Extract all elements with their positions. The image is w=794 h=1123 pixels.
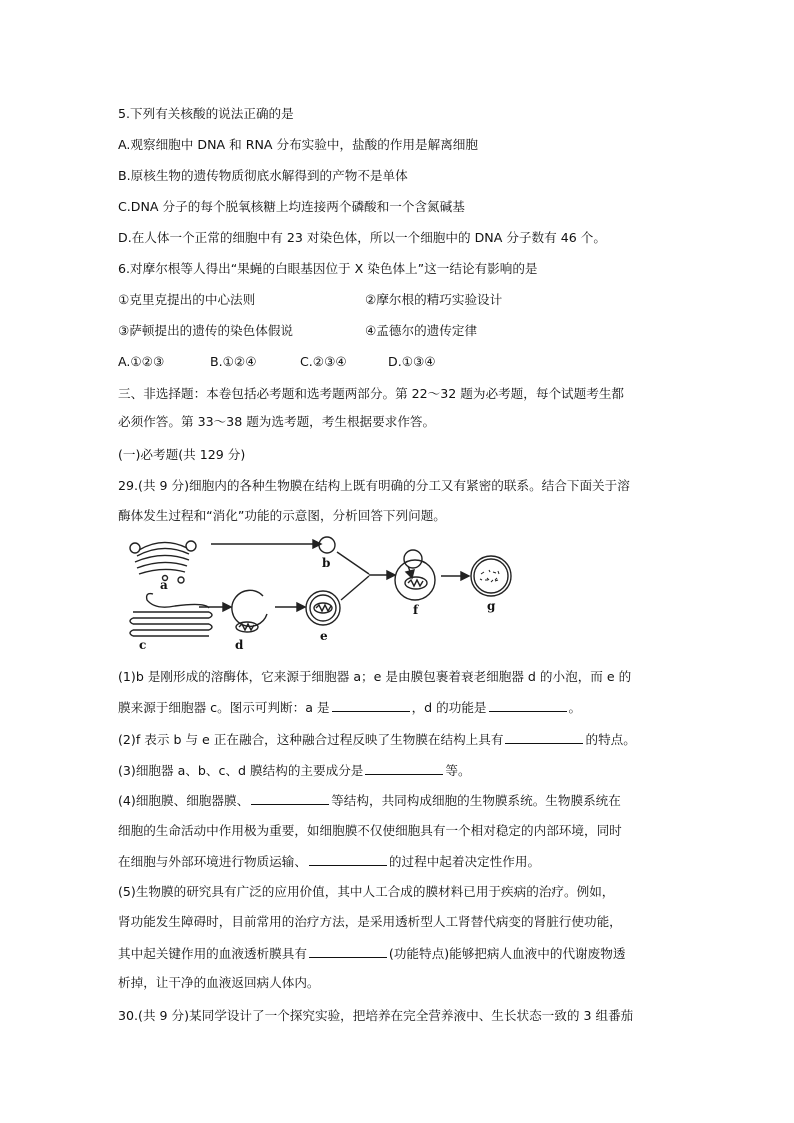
lysosome-b [319, 537, 335, 553]
section3-required-heading: (一)必考题(共 129 分) [118, 447, 246, 462]
q29-p5-line4: 析掉，让干净的血液返回病人体内。 [118, 975, 320, 990]
label-c: c [139, 638, 147, 652]
q29-p1-line1: (1)b 是刚形成的溶酶体，它来源于细胞器 a；e 是由膜包裹着衰老细胞器 d 的小泡，而 e 的 [118, 669, 632, 684]
q5-option-a: A.观察细胞中 DNA 和 RNA 分布实验中，盐酸的作用是解离细胞 [118, 137, 478, 152]
debris-dots [480, 570, 499, 582]
q6-item-2: ②摩尔根的精巧实验设计 [365, 292, 503, 307]
label-f: f [413, 603, 419, 617]
label-g: g [487, 599, 496, 613]
q5-option-c: C.DNA 分子的每个脱氧核糖上均连接两个磷酸和一个含氮碱基 [118, 199, 465, 214]
q29-p5-line2: 肾功能发生障碍时，目前常用的治疗方法，是采用透析型人工肾替代病变的肾脏行使功能， [118, 914, 622, 929]
q29-stem-line2: 酶体发生过程和“消化”功能的示意图，分析回答下列问题。 [118, 508, 446, 523]
q30-stem-line1: 30.(共 9 分)某同学设计了一个探究实验，把培养在完全营养液中、生长状态一致的 3 组番茄 [118, 1008, 634, 1023]
answer-blank-a[interactable] [332, 699, 410, 712]
q29-p3: (3)细胞器 a、b、c、d 膜结构的主要成分是 等。 [118, 763, 471, 778]
q29-stem-line1: 29.(共 9 分)细胞内的各种生物膜在结构上既有明确的分工又有紧密的联系。结合下面关于溶 [118, 478, 630, 493]
q5-option-b: B.原核生物的遗传物质彻底水解得到的产物不是单体 [118, 168, 408, 183]
q29-p5-line3: 其中起关键作用的血液透析膜具有 (功能特点)能够把病人血液中的代谢废物透 [118, 946, 626, 961]
q6-choice-d: D.①③④ [388, 354, 436, 369]
label-d: d [235, 638, 244, 652]
q6-stem: 6.对摩尔根等人得出“果蝇的白眼基因位于 X 染色体上”这一结论有影响的是 [118, 261, 538, 276]
q29-p5-line1: (5)生物膜的研究具有广泛的应用价值，其中人工合成的膜材料已用于疾病的治疗。例如， [118, 884, 615, 899]
q6-choice-b: B.①②④ [210, 354, 257, 369]
answer-blank-d-function[interactable] [489, 699, 567, 712]
q6-choice-c: C.②③④ [300, 354, 347, 369]
lysosome-process-diagram [125, 534, 535, 652]
q6-choice-a: A.①②③ [118, 354, 165, 369]
section3-intro-line2: 必须作答。第 33～38 题为选考题，考生根据要求作答。 [118, 414, 436, 429]
fusion-f [395, 560, 435, 600]
q6-item-3: ③萨顿提出的遗传的染色体假说 [118, 323, 294, 338]
label-a: a [160, 578, 168, 592]
q29-p4-line3: 在细胞与外部环境进行物质运输、 的过程中起着决定性作用。 [118, 854, 541, 869]
label-e: e [320, 629, 328, 643]
answer-blank-functional-property[interactable] [309, 945, 387, 958]
section3-intro-line1: 三、非选择题：本卷包括必考题和选考题两部分。第 22～32 题为必考题，每个试题考生都 [118, 386, 625, 401]
q5-stem: 5.下列有关核酸的说法正确的是 [118, 106, 294, 121]
q29-p2: (2)f 表示 b 与 e 正在融合，这种融合过程反映了生物膜在结构上具有 的特点。 [118, 732, 636, 747]
answer-blank-membrane-composition[interactable] [365, 762, 443, 775]
digestion-g [471, 556, 511, 596]
answer-blank-membrane-system[interactable] [251, 792, 329, 805]
q5-option-d: D.在人体一个正常的细胞中有 23 对染色体，所以一个细胞中的 DNA 分子数有 46 个。 [118, 230, 606, 245]
q29-p4-line2: 细胞的生命活动中作用极为重要，如细胞膜不仅使细胞具有一个相对稳定的内部环境，同时 [118, 823, 622, 838]
q29-p1-line2: 膜来源于细胞器 c。图示可判断：a 是 ，d 的功能是 。 [118, 700, 582, 715]
answer-blank-membrane-feature[interactable] [505, 731, 583, 744]
answer-blank-cell-function[interactable] [309, 853, 387, 866]
endoplasmic-reticulum-c [130, 594, 212, 636]
q6-item-1: ①克里克提出的中心法则 [118, 292, 256, 307]
q29-p4-line1: (4)细胞膜、细胞器膜、 等结构，共同构成细胞的生物膜系统。生物膜系统在 [118, 793, 621, 808]
q6-item-4: ④孟德尔的遗传定律 [365, 323, 478, 338]
golgi-apparatus-a [130, 541, 196, 583]
label-b: b [322, 556, 331, 570]
forming-vesicle-d [232, 590, 267, 626]
